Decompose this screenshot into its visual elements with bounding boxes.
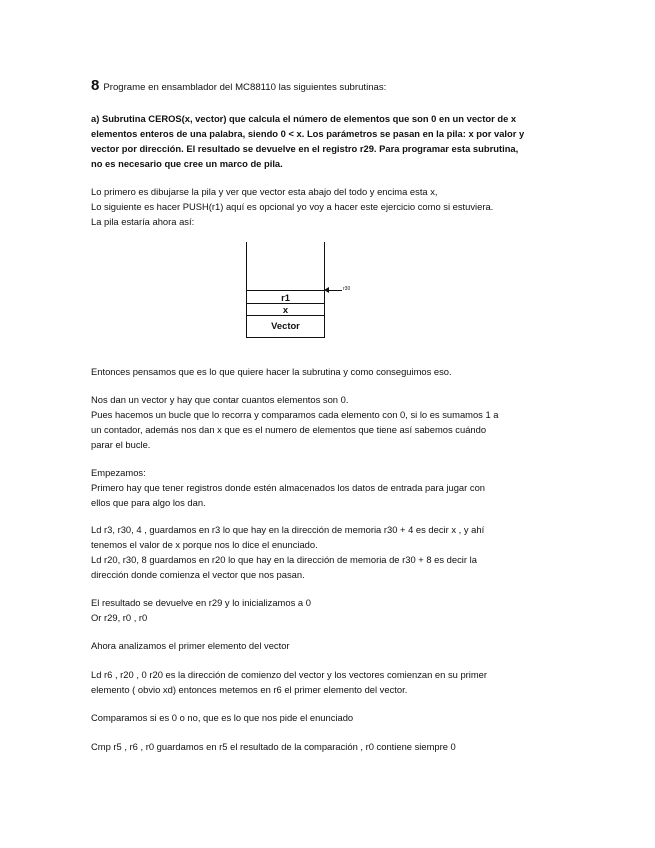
intro-line: La pila estaría ahora así: <box>91 216 195 227</box>
intro-line: Lo primero es dibujarse la pila y ver que vector esta abajo del todo y encima esta x, <box>91 186 438 197</box>
body-line: Cmp r5 , r6 , r0 guardamos en r5 el resultado de la comparación , r0 contiene siempre 0 <box>91 741 456 752</box>
body-line: Ld r3, r30, 4 , guardamos en r3 lo que hay en la dirección de memoria r30 + 4 es decir x , y ahí <box>91 524 485 535</box>
body-line: Nos dan un vector y hay que contar cuantos elementos son 0. <box>91 394 349 405</box>
stack-divider <box>246 337 325 338</box>
body-line: Empezamos: <box>91 467 146 478</box>
body-line: Primero hay que tener registros donde estén almacenados los datos de entrada para jugar con <box>91 482 485 493</box>
stack-diagram <box>246 242 326 338</box>
statement-line: a) Subrutina CEROS(x, vector) que calcula el número de elementos que son 0 en un vector de x <box>91 113 517 124</box>
body-line: parar el bucle. <box>91 439 151 450</box>
body-line: Ld r6 , r20 , 0 r20 es la dirección de comienzo del vector y los vectores comienzan en su primer <box>91 669 488 680</box>
body-line: Or r29, r0 , r0 <box>91 612 148 623</box>
body-line: dirección donde comienza el vector que nos pasan. <box>91 569 305 580</box>
statement-line: vector por dirección. El resultado se devuelve en el registro r29. Para programar esta subrutina, <box>91 143 519 154</box>
stack-cell-r1: r1 <box>281 292 290 303</box>
body-line: elemento ( obvio xd) entonces metemos en r6 el primer elemento del vector. <box>91 684 408 695</box>
intro-line: Lo siguiente es hacer PUSH(r1) aquí es opcional yo voy a hacer este ejercicio como si estuviera. <box>91 201 494 212</box>
exercise-heading <box>91 77 387 94</box>
stack-divider <box>246 290 325 291</box>
body-line: Pues hacemos un bucle que lo recorra y comparamos cada elemento con 0, si lo es sumamos 1 a <box>91 409 499 420</box>
body-line: Comparamos si es 0 o no, que es lo que nos pide el enunciado <box>91 712 354 723</box>
body-line: El resultado se devuelve en r29 y lo inicializamos a 0 <box>91 597 311 608</box>
body-line: Ahora analizamos el primer elemento del vector <box>91 640 290 651</box>
stack-pointer-label: r30 <box>343 286 351 292</box>
statement-line: elementos enteros de una palabra, siendo 0 < x. Los parámetros se pasan en la pila: x por valor y <box>91 128 525 139</box>
stack-pointer-arrowhead <box>324 287 329 293</box>
exercise-number: 8 <box>91 77 100 94</box>
body-line: ellos que para algo los dan. <box>91 497 206 508</box>
stack-cell-vector: Vector <box>271 320 300 331</box>
exercise-title: Programe en ensamblador del MC88110 las siguientes subrutinas: <box>103 82 387 93</box>
body-line: tenemos el valor de x porque nos lo dice el enunciado. <box>91 539 318 550</box>
body-line: un contador, además nos dan x que es el numero de elementos que tiene así sabemos cuándo <box>91 424 487 435</box>
body-line: Ld r20, r30, 8 guardamos en r20 lo que hay en la dirección de memoria de r30 + 8 es decir la <box>91 554 477 565</box>
statement-line: no es necesario que cree un marco de pila. <box>91 158 283 169</box>
stack-cell-x: x <box>282 304 289 315</box>
body-line: Entonces pensamos que es lo que quiere hacer la subrutina y como conseguimos eso. <box>91 366 452 377</box>
